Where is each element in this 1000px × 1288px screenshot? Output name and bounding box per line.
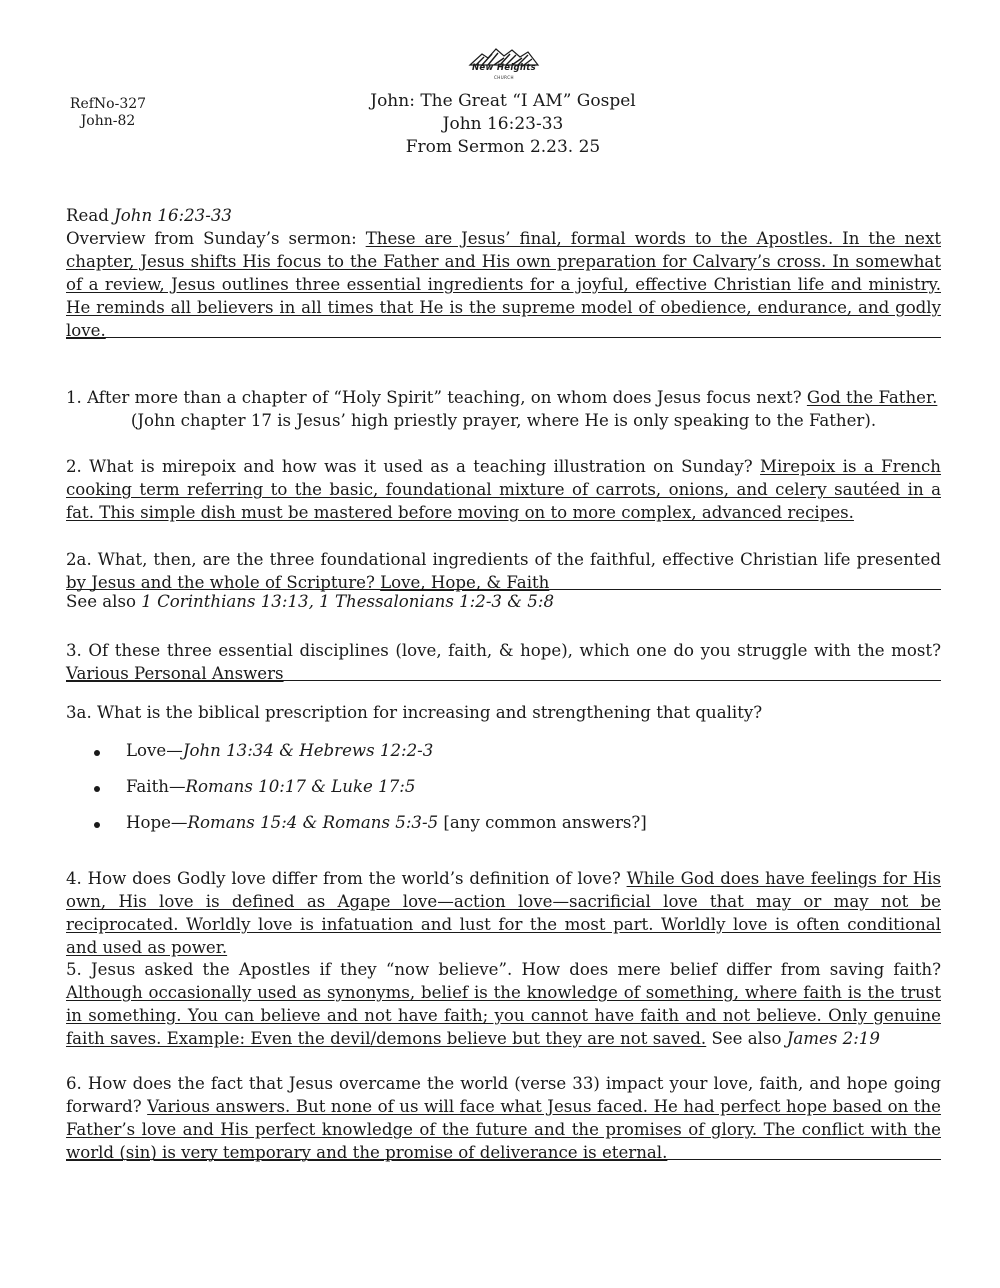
read-reference: John 16:23-33 — [114, 206, 232, 225]
question-3 — [66, 639, 941, 681]
question-4 — [66, 867, 941, 959]
item-references: John 13:34 & Hebrews 12:2-3 — [182, 741, 434, 760]
answer-text: Love, Hope, & Faith — [380, 573, 550, 592]
question-text: 3. Of these three essential disciplines (love, faith, & hope), which one do you struggle with the most? — [66, 641, 941, 660]
item-references: Romans 15:4 & Romans 5:3-5 — [187, 813, 439, 832]
list-item — [92, 811, 647, 847]
answer-line — [66, 337, 941, 338]
ref-code: John-82 — [80, 113, 136, 129]
question-text: 2a. What, then, are the three foundational ingredients of the faithful, effective Christian life presented by Jesus and the whole of Scripture? — [66, 550, 941, 592]
bullet-icon — [92, 811, 126, 834]
document-title — [300, 90, 706, 159]
bullet-icon — [92, 739, 126, 762]
sermon-date: From Sermon 2.23. 25 — [405, 137, 601, 157]
item-label: Hope— — [126, 813, 188, 832]
see-also-reference: James 2:19 — [786, 1029, 880, 1048]
question-6 — [66, 1072, 941, 1160]
overview-paragraph — [66, 227, 941, 342]
answer-text: Various Personal Answers — [66, 664, 284, 683]
see-also-label: See also — [706, 1029, 787, 1048]
item-label: Love— — [126, 741, 183, 760]
question-note: (John chapter 17 is Jesus’ high priestly prayer, where He is only speaking to the Father). — [130, 411, 877, 430]
answer-text: Although occasionally used as synonyms, belief is the knowledge of something, where faith is the trust in something. You can believe and not have faith; you cannot have faith and not believe. Only genuine faith saves. Example: Even the devil/demons believe but they are not saved. — [66, 983, 941, 1048]
read-line — [66, 204, 941, 227]
list-item — [92, 775, 647, 811]
bullet-icon — [92, 775, 126, 798]
series-title: John: The Great “I AM” Gospel — [370, 91, 636, 111]
item-references: Romans 10:17 & Luke 17:5 — [185, 777, 416, 796]
answer-text: God the Father. — [806, 388, 938, 407]
passage-title: John 16:23-33 — [442, 114, 564, 134]
item-label: Faith— — [126, 777, 186, 796]
question-5 — [66, 958, 941, 1050]
ref-number: RefNo-327 — [69, 96, 147, 112]
see-also-references: 1 Corinthians 13:13, 1 Thessalonians 1:2-3 & 5:8 — [141, 592, 555, 611]
question-text: 1. After more than a chapter of “Holy Spirit” teaching, on whom does Jesus focus next? — [66, 388, 807, 407]
answer-text: While God does have feelings for His own, His love is defined as Agape love—action love—sacrificial love that may or may not be reciprocated. Worldly love is infatuation and lust for the most part. Worldly love is often conditional and used as power. — [66, 869, 941, 957]
overview-answer: These are Jesus’ final, formal words to the Apostles. In the next chapter, Jesus shifts His focus to the Father and His own preparation for Calvary’s cross. In somewhat of a review, Jesus outlines three essential ingredients for a joyful, effective Christian life and ministry. He reminds all believers in all times that He is the supreme model of obedience, endurance, and godly love. — [66, 229, 941, 340]
question-1 — [66, 386, 941, 432]
question-2a — [66, 548, 941, 613]
read-label: Read — [66, 206, 115, 225]
list-item — [92, 739, 647, 775]
question-3a — [66, 701, 941, 724]
question-text: 6. How does the fact that Jesus overcame the world (verse 33) impact your love, faith, and hope going forward? — [66, 1074, 941, 1116]
answer-text: Mirepoix is a French cooking term referring to the basic, foundational mixture of carrots, onions, and celery sautéed in a fat. This simple dish must be mastered before moving on to more complex, advanced recipes. — [66, 457, 941, 522]
answer-text: Various answers. But none of us will face what Jesus faced. He had perfect hope based on the Father’s love and His perfect knowledge of the future and the promises of glory. The conflict with the world (sin) is very temporary and the promise of deliverance is eternal. — [66, 1097, 941, 1162]
prescription-list — [92, 739, 647, 847]
question-text: 5. Jesus asked the Apostles if they “now believe”. How does mere belief differ from saving faith? — [66, 960, 941, 979]
item-extra: [any common answers?] — [438, 813, 647, 832]
logo-wordmark: New Heights — [471, 63, 537, 73]
question-text: 3a. What is the biblical prescription for increasing and strengthening that quality? — [66, 703, 763, 722]
reference-number — [68, 96, 148, 130]
question-2 — [66, 455, 941, 524]
question-text: 4. How does Godly love differ from the world’s definition of love? — [66, 869, 627, 888]
logo-subtitle: CHURCH — [493, 75, 515, 80]
see-also-label: See also — [66, 592, 142, 611]
question-text: 2. What is mirepoix and how was it used as a teaching illustration on Sunday? — [66, 457, 761, 476]
see-also-line — [66, 590, 941, 613]
church-logo — [468, 46, 540, 88]
overview-label: Overview from Sunday’s sermon: — [66, 229, 366, 248]
intro-section — [66, 204, 941, 338]
